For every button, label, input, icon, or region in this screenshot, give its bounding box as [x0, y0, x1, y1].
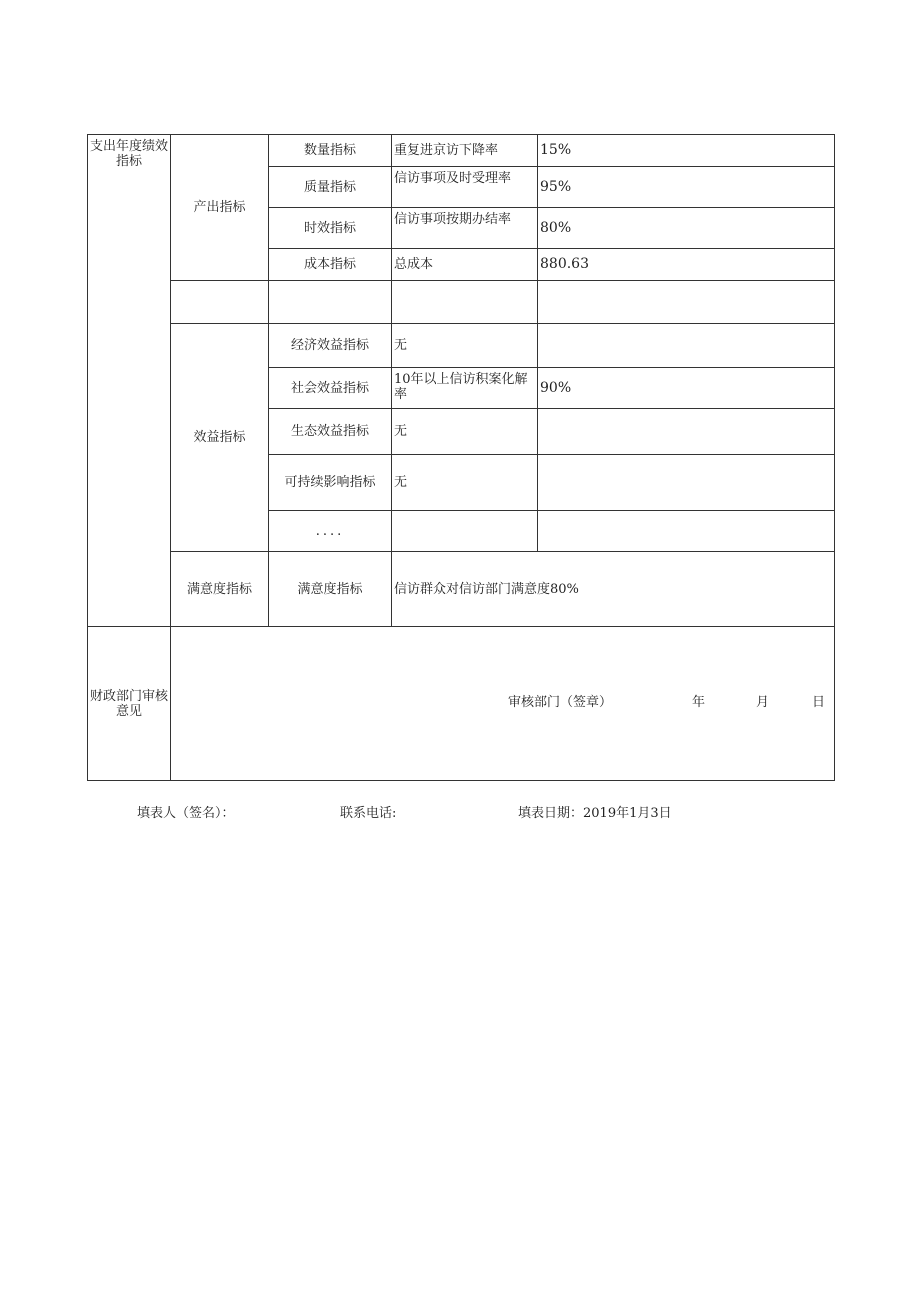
empty-cell — [269, 281, 392, 324]
value-cell — [538, 511, 835, 552]
item-cell: 信访事项按期办结率 — [392, 208, 538, 249]
indicator-cell: 成本指标 — [269, 249, 392, 281]
value-cell: 80% — [538, 208, 835, 249]
value-cell — [538, 455, 835, 511]
item-cell: 无 — [392, 409, 538, 455]
output-indicator-label: 产出指标 — [171, 135, 269, 281]
benefit-indicator-label: 效益指标 — [171, 324, 269, 552]
indicator-cell: 经济效益指标 — [269, 324, 392, 368]
indicator-cell: 社会效益指标 — [269, 368, 392, 409]
value-cell: 880.63 — [538, 249, 835, 281]
satisfaction-indicator-label: 满意度指标 — [171, 552, 269, 627]
fill-date: 填表日期：2019年1月3日 — [518, 806, 672, 821]
value-cell — [538, 409, 835, 455]
review-month: 月 — [756, 695, 770, 710]
value-cell: 95% — [538, 167, 835, 208]
satisfaction-item-cell: 信访群众对信访部门满意度80% — [392, 552, 835, 627]
review-day: 日 — [812, 695, 826, 710]
item-cell — [392, 511, 538, 552]
indicator-cell: 满意度指标 — [269, 552, 392, 627]
item-cell: 信访事项及时受理率 — [392, 167, 538, 208]
item-cell: 无 — [392, 455, 538, 511]
item-cell: 重复进京访下降率 — [392, 135, 538, 167]
performance-indicator-table — [87, 134, 834, 780]
value-cell: 90% — [538, 368, 835, 409]
indicator-cell: 数量指标 — [269, 135, 392, 167]
section-label: 支出年度绩效指标 — [88, 135, 171, 627]
review-year: 年 — [692, 695, 706, 710]
indicator-cell: 质量指标 — [269, 167, 392, 208]
value-cell: 15% — [538, 135, 835, 167]
item-cell: 无 — [392, 324, 538, 368]
contact-phone: 联系电话: — [340, 806, 397, 821]
empty-cell — [171, 281, 269, 324]
item-cell: 10年以上信访积案化解率 — [392, 368, 538, 409]
value-cell — [538, 324, 835, 368]
indicator-cell: 可持续影响指标 — [269, 455, 392, 511]
indicator-cell: 时效指标 — [269, 208, 392, 249]
review-dept-sign: 审核部门（签章） — [508, 695, 613, 710]
indicator-cell: 生态效益指标 — [269, 409, 392, 455]
review-label: 财政部门审核意见 — [88, 627, 171, 781]
empty-cell — [392, 281, 538, 324]
empty-cell — [538, 281, 835, 324]
review-opinion-cell — [171, 627, 835, 781]
item-cell: 总成本 — [392, 249, 538, 281]
indicator-cell: .... — [269, 511, 392, 552]
filler-signature: 填表人（签名）： — [137, 806, 235, 821]
